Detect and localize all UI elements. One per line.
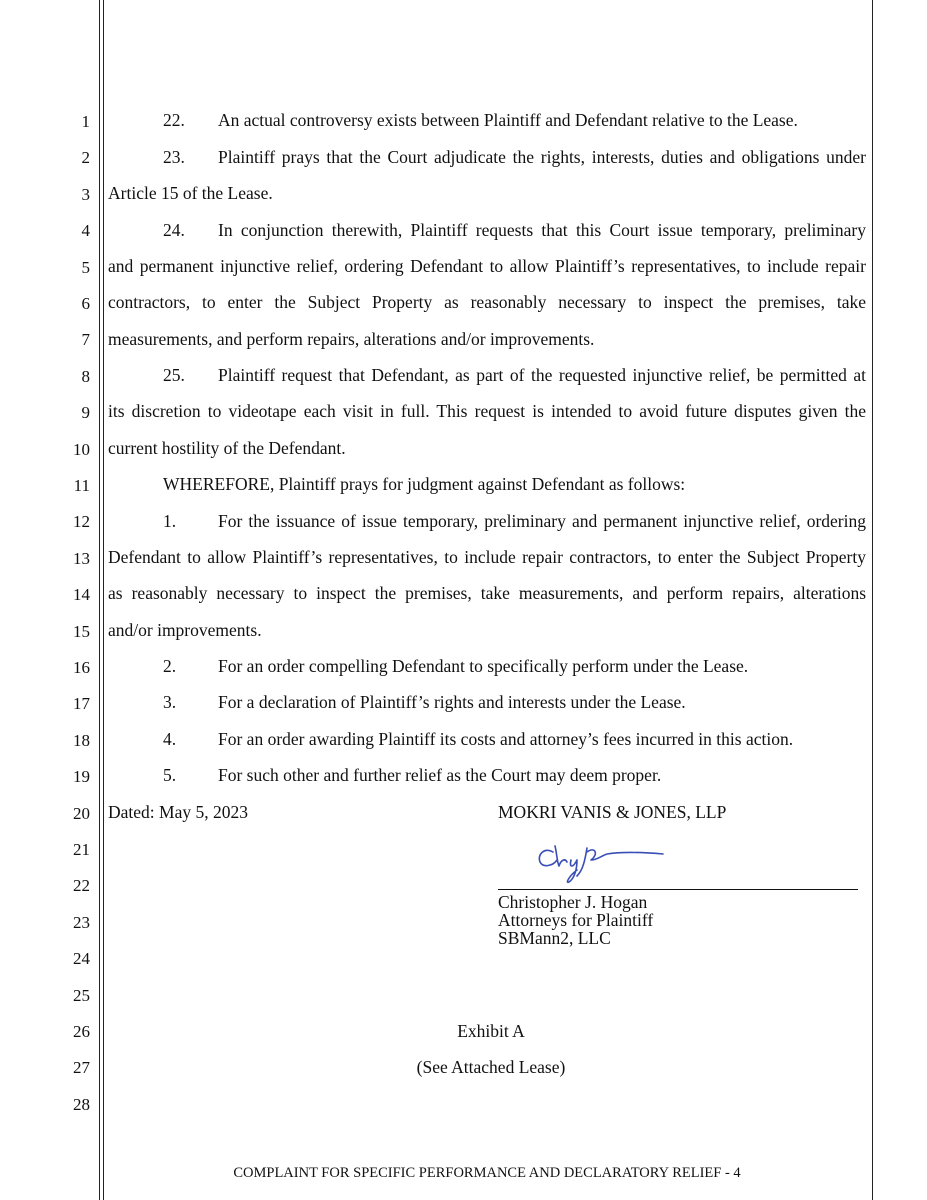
para-25-line3: current hostility of the Defendant. <box>108 438 346 458</box>
para-24-number: 24. <box>163 220 185 240</box>
signer-role: Attorneys for Plaintiff <box>498 910 654 930</box>
left-margin-rule-inner <box>103 0 104 1200</box>
para-24-line2: and permanent injunctive relief, ordering Defendant to allow Plaintiff’s representatives, to include repair <box>108 256 866 276</box>
line-number: 13 <box>73 548 90 568</box>
law-firm-name: MOKRI VANIS & JONES, LLP <box>498 802 727 822</box>
para-25-line2: its discretion to videotape each visit in full. This request is intended to avoid future disputes given the <box>108 401 866 421</box>
line-number: 27 <box>73 1058 90 1078</box>
line-number: 10 <box>73 439 90 459</box>
dated-line: Dated: May 5, 2023 <box>108 802 248 822</box>
line-number: 18 <box>73 730 90 750</box>
line-number: 5 <box>81 257 90 277</box>
prayer-1-number: 1. <box>163 511 177 531</box>
line-number: 21 <box>73 840 90 859</box>
line-number: 16 <box>73 658 90 677</box>
prayer-4-number: 4. <box>163 729 177 749</box>
prayer-5-text: For such other and further relief as the Court may deem proper. <box>218 765 662 785</box>
signer-name: Christopher J. Hogan <box>498 892 648 912</box>
left-margin-rule <box>99 0 100 1200</box>
line-number: 4 <box>81 221 90 241</box>
client-name: SBMann2, LLC <box>498 928 611 948</box>
exhibit-title: Exhibit A <box>457 1021 525 1041</box>
para-23-number: 23. <box>163 147 185 167</box>
prayer-2-number: 2. <box>163 656 177 676</box>
line-number: 23 <box>73 912 90 932</box>
prayer-1-line1: For the issuance of issue temporary, preliminary and permanent injunctive relief, ordering <box>218 511 866 531</box>
line-number: 17 <box>73 694 90 714</box>
prayer-1-line4: and/or improvements. <box>108 620 262 640</box>
wherefore-clause: WHEREFORE, Plaintiff prays for judgment against Defendant as follows: <box>163 474 686 494</box>
para-24-line3: contractors, to enter the Subject Property as reasonably necessary to inspect the premises, take <box>108 292 866 312</box>
line-number: 20 <box>73 803 90 823</box>
para-22-number: 22. <box>163 110 185 130</box>
para-23-line1: Plaintiff prays that the Court adjudicate the rights, interests, duties and obligations under <box>218 147 866 167</box>
line-number: 8 <box>81 366 90 386</box>
para-22-text: An actual controversy exists between Plaintiff and Defendant relative to the Lease. <box>218 110 798 130</box>
prayer-3-text: For a declaration of Plaintiff’s rights and interests under the Lease. <box>218 692 686 712</box>
line-number: 25 <box>73 985 90 1005</box>
para-25-line1: Plaintiff request that Defendant, as part of the requested injunctive relief, be permitted at <box>218 365 866 385</box>
para-23-line2: Article 15 of the Lease. <box>108 183 273 203</box>
line-number: 7 <box>81 330 90 350</box>
line-number: 6 <box>81 294 90 313</box>
line-number: 24 <box>73 949 90 969</box>
para-24-line4: measurements, and perform repairs, alterations and/or improvements. <box>108 329 595 349</box>
right-margin-rule <box>872 0 873 1200</box>
line-number: 15 <box>73 621 90 641</box>
handwritten-signature <box>535 838 670 888</box>
line-number: 19 <box>73 767 90 787</box>
prayer-5-number: 5. <box>163 765 177 785</box>
prayer-1-line3: as reasonably necessary to inspect the premises, take measurements, and perform repairs, alterations <box>108 583 866 603</box>
line-number: 14 <box>73 585 90 605</box>
line-number: 3 <box>81 184 90 204</box>
exhibit-subtitle: (See Attached Lease) <box>416 1057 566 1077</box>
para-25-number: 25. <box>163 365 185 385</box>
prayer-2-text: For an order compelling Defendant to specifically perform under the Lease. <box>218 656 749 676</box>
line-number: 1 <box>81 112 90 131</box>
line-number: 22 <box>73 876 90 896</box>
line-number: 11 <box>73 476 90 495</box>
line-number: 2 <box>81 148 90 168</box>
line-number: 9 <box>81 403 90 423</box>
prayer-4-text: For an order awarding Plaintiff its costs and attorney’s fees incurred in this action. <box>218 729 794 749</box>
line-number: 26 <box>73 1022 90 1041</box>
page-footer: COMPLAINT FOR SPECIFIC PERFORMANCE AND DECLARATORY RELIEF - 4 <box>233 1165 741 1181</box>
signature-line <box>498 889 858 890</box>
line-number: 28 <box>73 1094 90 1114</box>
line-number: 12 <box>73 512 90 532</box>
para-24-line1: In conjunction therewith, Plaintiff requests that this Court issue temporary, preliminary <box>218 220 866 240</box>
prayer-1-line2: Defendant to allow Plaintiff’s representatives, to include repair contractors, to enter the Subject Property <box>108 547 866 567</box>
prayer-3-number: 3. <box>163 692 177 712</box>
